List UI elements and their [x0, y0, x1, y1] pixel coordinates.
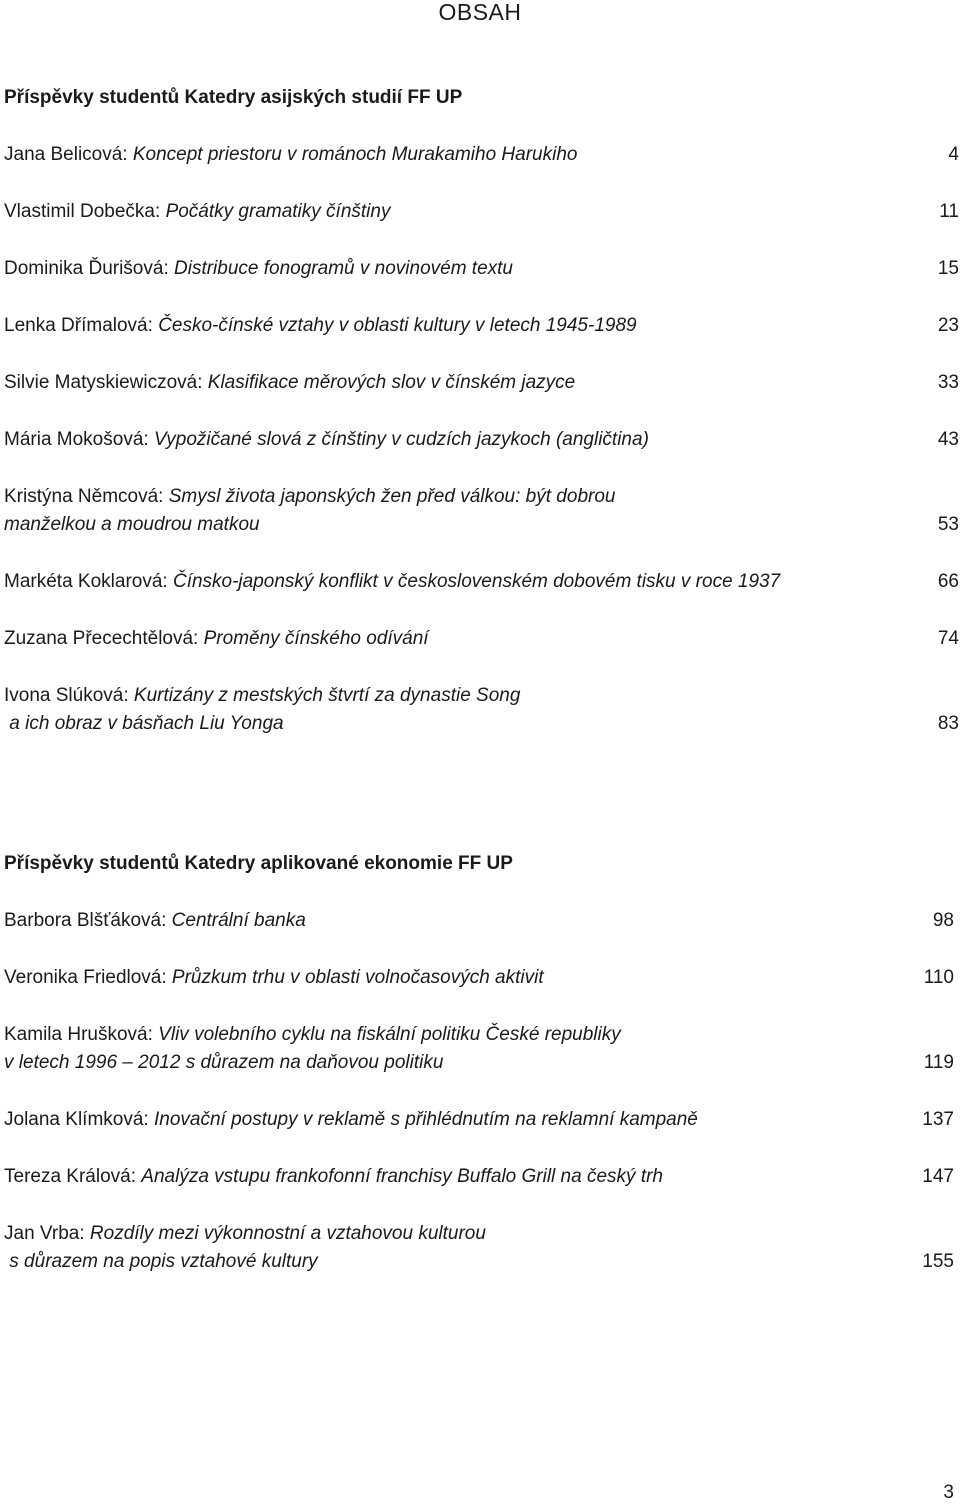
- toc-entry-page-number: 147: [922, 1166, 954, 1187]
- toc-entry-list: [4, 907, 959, 1276]
- toc-entry-title: [154, 429, 649, 450]
- toc-entry-title: [4, 685, 914, 738]
- toc-entry-title-line: Vypožičané slová z čínštiny v cudzích jazykoch (angličtina): [153, 429, 649, 450]
- toc-entry[interactable]: [4, 426, 959, 454]
- toc-entry-title-line: s důrazem na popis vztahové kultury: [4, 1251, 318, 1272]
- toc-entry-author: Silvie Matyskiewiczová:: [4, 372, 208, 393]
- toc-entry-author: Jan Vrba:: [4, 1223, 90, 1244]
- toc-entry[interactable]: [4, 568, 959, 596]
- toc-entry-title: [172, 967, 544, 988]
- toc-entry[interactable]: [4, 141, 959, 169]
- section-heading: Příspěvky studentů Katedry asijských studií FF UP: [4, 87, 463, 108]
- toc-entry-page-number: 110: [923, 967, 954, 988]
- toc-entry-text: [4, 568, 938, 596]
- toc-entry-text: [4, 483, 938, 539]
- toc-entry[interactable]: [4, 369, 959, 397]
- toc-entry-page-number: 66: [937, 571, 959, 592]
- toc-entry-author: Vlastimil Dobečka:: [4, 201, 166, 222]
- toc-entry-text: [4, 255, 938, 283]
- toc-entry-page-number: 119: [923, 1052, 954, 1073]
- toc-entry-text: [4, 1106, 922, 1134]
- toc-entry-author: Dominika Ďurišová:: [4, 258, 174, 279]
- toc-entry-author: Kristýna Němcová:: [4, 486, 169, 507]
- toc-entry-page-number: 15: [937, 258, 959, 279]
- toc-entry-title-line: Proměny čínského odívání: [203, 628, 429, 649]
- toc-entry[interactable]: [4, 907, 959, 935]
- page-number: 3: [943, 1482, 954, 1503]
- page-title: OBSAH: [438, 0, 522, 25]
- toc-entry-title: [154, 1109, 698, 1130]
- toc-entry-title-line: Počátky gramatiky čínštiny: [165, 201, 391, 222]
- toc-section-asian-studies: [4, 84, 959, 738]
- toc-entry-title: [4, 1223, 898, 1276]
- toc-entry-text: [4, 1163, 922, 1191]
- toc-entry-page-number: 98: [932, 910, 954, 931]
- toc-entry-title: [173, 571, 780, 592]
- toc-entry-text: [4, 1220, 922, 1276]
- toc-entry-text: [4, 964, 924, 992]
- toc-entry-page-number: 137: [922, 1109, 954, 1130]
- toc-entry-title: [208, 372, 575, 393]
- toc-entry-author: Tereza Králová:: [4, 1166, 142, 1187]
- toc-entry-page-number: 43: [937, 429, 959, 450]
- toc-entry-text: [4, 625, 938, 653]
- toc-entry-page-number: 155: [922, 1251, 954, 1272]
- toc-entry-text: [4, 141, 948, 169]
- toc-entry-title-line: Koncept priestoru v románoch Murakamiho Harukiho: [132, 144, 578, 165]
- toc-entry[interactable]: [4, 1220, 959, 1276]
- toc-entry-author: Veronika Friedlová:: [4, 967, 172, 988]
- toc-entry[interactable]: [4, 1021, 959, 1077]
- toc-entry-page-number: 74: [937, 628, 959, 649]
- toc-entry-page-number: 4: [948, 144, 959, 165]
- toc-entry-author: Zuzana Přecechtělová:: [4, 628, 204, 649]
- toc-entry[interactable]: [4, 255, 959, 283]
- toc-entry-title: [174, 258, 513, 279]
- toc-entry-title-line: manželkou a moudrou matkou: [4, 514, 260, 535]
- toc-entry[interactable]: [4, 1163, 959, 1191]
- toc-entry-title-line: Čínsko-japonský konflikt v československém dobovém tisku v roce 1937: [172, 571, 781, 592]
- toc-entry-title-line: Vliv volebního cyklu na fiskální politiku České republiky: [158, 1024, 621, 1045]
- toc-entry-author: Jolana Klímková:: [4, 1109, 154, 1130]
- toc-entry-title-line: Průzkum trhu v oblasti volnočasových aktivit: [171, 967, 544, 988]
- toc-entry-page-number: 83: [937, 713, 959, 734]
- toc-entry[interactable]: [4, 483, 959, 539]
- toc-entry-author: Lenka Dřímalová:: [4, 315, 159, 336]
- toc-entry-page-number: 53: [937, 514, 959, 535]
- toc-entry-author: Jana Belicová:: [4, 144, 133, 165]
- toc-entry-title: [133, 144, 578, 165]
- toc-entry-title-line: a ich obraz v básňach Liu Yonga: [4, 713, 284, 734]
- toc-entry-author: Ivona Slúková:: [4, 685, 134, 706]
- toc-entry-title-line: Česko-čínské vztahy v oblasti kultury v letech 1945-1989: [158, 315, 637, 336]
- toc-entry-title: [172, 910, 306, 931]
- toc-section-applied-economics: [4, 850, 959, 1276]
- toc-entry-text: [4, 369, 938, 397]
- toc-entry-title-line: v letech 1996 – 2012 s důrazem na daňovou politiku: [4, 1052, 444, 1073]
- toc-entry[interactable]: [4, 198, 959, 226]
- toc-entry[interactable]: [4, 1106, 959, 1134]
- toc-entry[interactable]: [4, 682, 959, 738]
- toc-entry-title: [158, 315, 636, 336]
- toc-entry-text: [4, 198, 939, 226]
- toc-entry-title-line: Centrální banka: [171, 910, 306, 931]
- toc-entry-page-number: 23: [937, 315, 959, 336]
- toc-entry-text: [4, 426, 938, 454]
- toc-entry-title: [166, 201, 391, 222]
- toc-entry-text: [4, 907, 933, 935]
- toc-entry-title-line: Klasifikace měrových slov v čínském jazyce: [207, 372, 576, 393]
- toc-entry-page-number: 33: [937, 372, 959, 393]
- toc-entry-author: Mária Mokošová:: [4, 429, 154, 450]
- toc-entry-text: [4, 682, 938, 738]
- toc-entry-title: [204, 628, 429, 649]
- toc-entry-title-line: Inovační postupy v reklamě s přihlédnutím na reklamní kampaně: [153, 1109, 698, 1130]
- toc-entry-title-line: Smysl života japonských žen před válkou: být dobrou: [168, 486, 616, 507]
- toc-entry-title-line: Distribuce fonogramů v novinovém textu: [174, 258, 513, 279]
- toc-entry-list: [4, 141, 959, 738]
- section-heading: Příspěvky studentů Katedry aplikované ekonomie FF UP: [4, 853, 513, 874]
- toc-entry-author: Barbora Blšťáková:: [4, 910, 172, 931]
- toc-entry-title: [141, 1166, 663, 1187]
- toc-entry-text: [4, 1021, 924, 1077]
- toc-entry[interactable]: [4, 625, 959, 653]
- toc-entry-title-line: Analýza vstupu frankofonní franchisy Buffalo Grill na český trh: [141, 1166, 663, 1187]
- toc-entry-title-line: Rozdíly mezi výkonnostní a vztahovou kulturou: [89, 1223, 486, 1244]
- toc-entry[interactable]: [4, 964, 959, 992]
- toc-entry-title-line: Kurtizány z mestských štvrtí za dynastie Song: [133, 685, 521, 706]
- toc-entry[interactable]: [4, 312, 959, 340]
- toc-entry-text: [4, 312, 938, 340]
- toc-entry-author: Kamila Hrušková:: [4, 1024, 159, 1045]
- toc-entry-author: Markéta Koklarová:: [4, 571, 173, 592]
- toc-entry-page-number: 11: [939, 201, 959, 222]
